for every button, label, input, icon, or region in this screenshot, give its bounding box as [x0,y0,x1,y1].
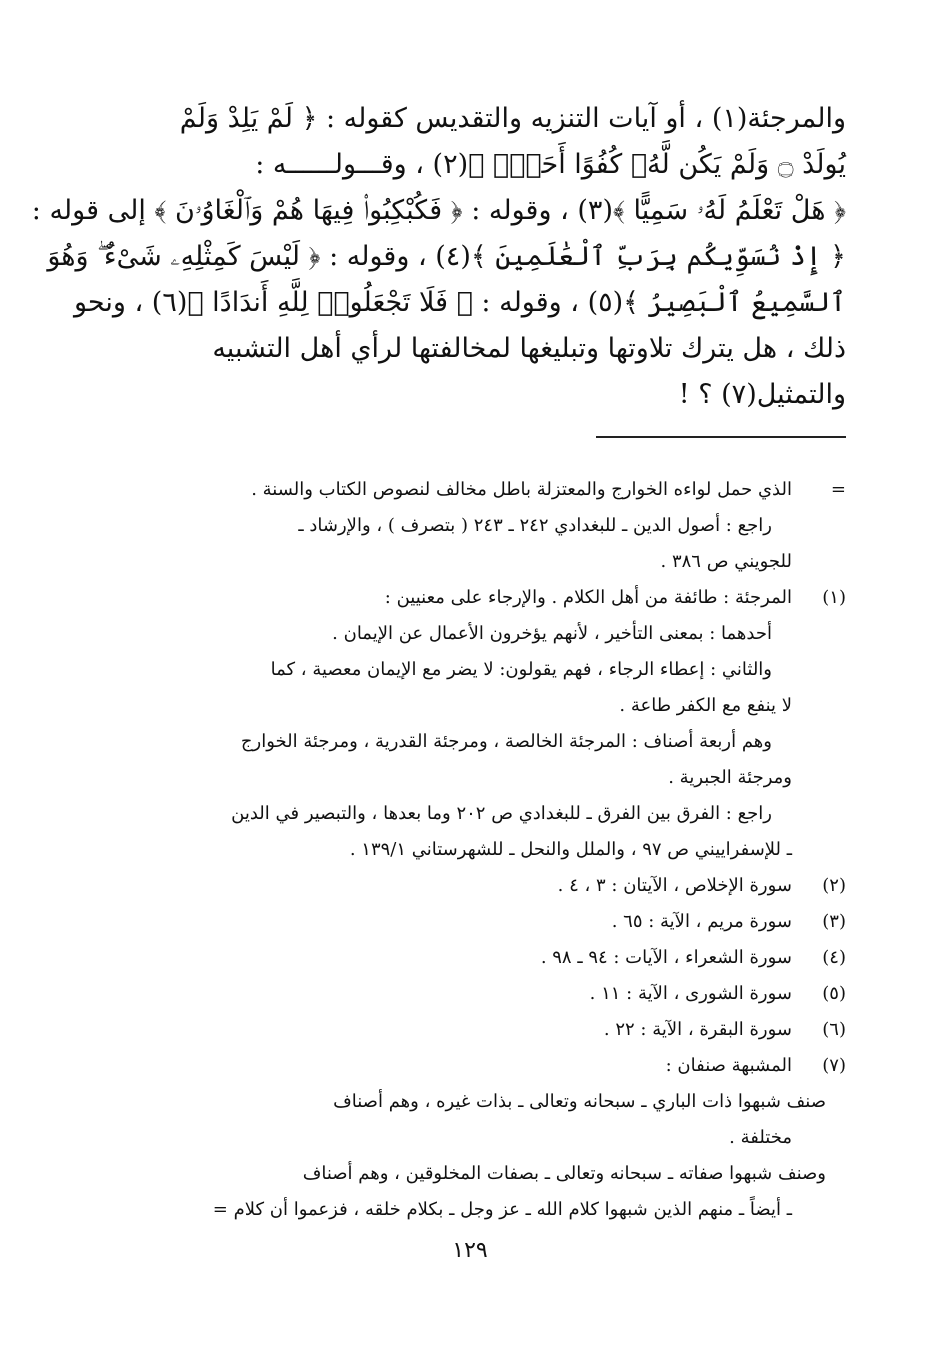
footnote-number: (٣) [822,911,846,932]
main-text-line: والمرجئة(١) ، أو آيات التنزيه والتقديس كقوله : ﴿ لَمْ يَلِدْ وَلَمْ [179,103,846,134]
footnote-line: للجويني ص ٣٨٦ . [660,551,792,572]
footnote-number: (٤) [822,947,846,968]
footnote-line: سورة البقرة ، الآية : ٢٢ . [603,1019,792,1040]
main-text-line: ﴿ إِذْ نُسَوِّيكُم بِرَبِّ ٱلْعَٰلَمِينَ ﴾(٤) ، وقوله : ﴿ لَيْسَ كَمِثْلِهِۦ شَىْءٌ ۖ وَهُوَ [47,241,846,272]
footnote-line: ومرجئة الجبرية . [668,767,792,788]
footnote [134,868,846,904]
footnote-line: راجع : أصول الدين ـ للبغدادي ٢٤٢ ـ ٢٤٣ ( بتصرف ) ، والإرشاد ـ [298,515,772,536]
footnote-line: المرجئة : طائفة من أهل الكلام . والإرجاء على معنيين : [384,587,792,608]
footnote-line: ـ للإسفراييني ص ٩٧ ، والملل والنحل ـ للشهرستاني ١٣٩/١ . [349,839,792,860]
footnote [134,472,846,580]
footnote-line: والثاني : إعطاء الرجاء ، فهم يقولون: لا يضر مع الإيمان معصية ، كما [270,659,772,680]
footnote [134,1012,846,1048]
footnote-line: صنف شبهوا ذات الباري ـ سبحانه وتعالى ـ بذات غيره ، وهم أصناف [333,1091,826,1112]
footnote-line: مختلفة . [729,1127,792,1148]
main-text-line: والتمثيل(٧) ؟ ! [678,379,846,410]
footnote-line: لا ينفع مع الكفر طاعة . [619,695,792,716]
footnote [134,1048,846,1228]
footnote [134,940,846,976]
footnote-line: سورة الإخلاص ، الآيتان : ٣ ، ٤ . [557,875,792,896]
footnote-number: = [830,479,846,500]
main-text-line: ٱلسَّمِيعُ ٱلْبَصِيرُ ﴾(٥) ، وقوله : ﴿ فَلَا تَجْعَلُوا۟ لِلَّهِ أَندَادًا ﴾(٦) ، ونحو [73,287,846,318]
footnote-line: وهم أربعة أصناف : المرجئة الخالصة ، ومرجئة القدرية ، ومرجئة الخوارج [240,731,772,752]
footnote-number: (٥) [822,983,846,1004]
footnote-number: (٢) [822,875,846,896]
footnote-number: (٦) [822,1019,846,1040]
main-text-line: ﴿ هَلْ تَعْلَمُ لَهُۥ سَمِيًّا ﴾(٣) ، وقوله : ﴿ فَكُبْكِبُوا۟ فِيهَا هُمْ وَٱلْغَاوُۥنَ ﴾ إلى قوله : [31,195,846,226]
footnote [134,580,846,868]
footnote-line: المشبهة صنفان : [665,1055,792,1076]
footnote-line: ـ أيضاً ـ منهم الذين شبهوا كلام الله ـ عز وجل ـ بكلام خلقه ، فزعموا أن كلام = [212,1199,792,1220]
footnote-number: (٧) [822,1055,846,1076]
footnote-line: سورة الشورى ، الآية : ١١ . [589,983,792,1004]
footnote-line: سورة مريم ، الآية : ٦٥ . [611,911,792,932]
footnote-line: سورة الشعراء ، الآيات : ٩٤ ـ ٩٨ . [540,947,792,968]
main-text-line: يُولَدْ ۝ وَلَمْ يَكُن لَّهُۥ كُفُوًا أَحَدٌۢ ﴾(٢) ، وقـــولــــــه : [255,149,846,180]
footnote [134,976,846,1012]
footnote-line: راجع : الفرق بين الفرق ـ للبغدادي ص ٢٠٢ وما بعدها ، والتبصير في الدين [231,803,772,824]
main-text-line: ذلك ، هل يترك تلاوتها وتبليغها لمخالفتها لرأي أهل التشبيه [212,333,846,364]
page-number: ١٢٩ [452,1238,488,1263]
footnote-line: الذي حمل لواءه الخوارج والمعتزلة باطل مخالف لنصوص الكتاب والسنة . [251,479,792,500]
footnote-number: (١) [822,587,846,608]
footnote-line: أحدهما : بمعنى التأخير ، لأنهم يؤخرون الأعمال عن الإيمان . [332,623,772,644]
footnotes-section [134,472,846,1228]
footnote-divider [596,436,846,438]
footnote-line: وصنف شبهوا صفاته ـ سبحانه وتعالى ـ بصفات المخلوقين ، وهم أصناف [302,1163,826,1184]
footnote [134,904,846,940]
main-body-text [31,96,846,418]
